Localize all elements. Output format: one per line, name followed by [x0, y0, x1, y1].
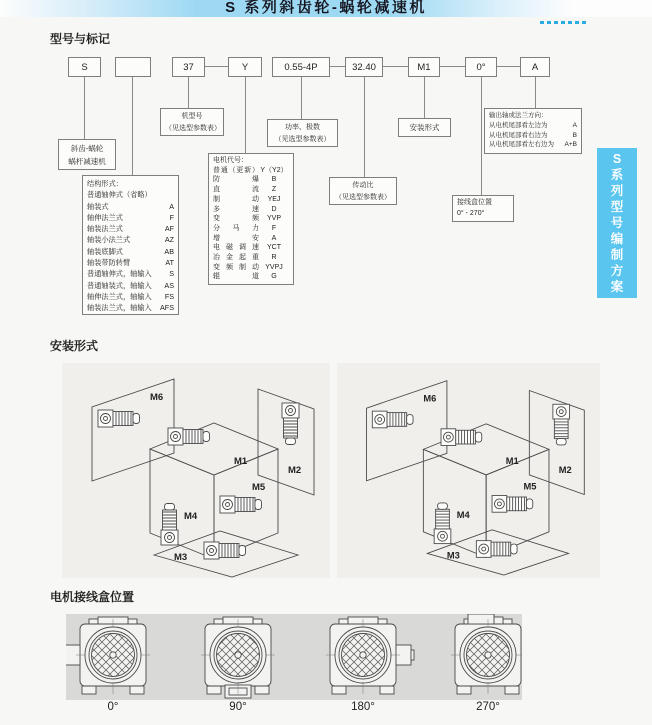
connector-line — [535, 77, 536, 108]
callout-motor-code — [208, 153, 294, 285]
connector-line — [301, 77, 302, 119]
callout-row: 多速 D — [213, 205, 277, 213]
side-tab-char: 方 — [610, 264, 624, 278]
callout-row: 直流 Z — [213, 186, 277, 194]
callout-machine-no — [160, 108, 224, 136]
callout-row: 普通轴装式，轴输入 AS — [87, 280, 174, 290]
callout-line: 0° - 270° — [457, 209, 485, 217]
mounting-position-label: M5 — [252, 482, 266, 493]
callout-row: 轴伸法兰式，轴输入 FS — [87, 291, 174, 301]
callout-series — [58, 139, 116, 170]
mounting-section-title: 安装形式 — [50, 339, 99, 353]
side-tab-label — [611, 151, 624, 295]
side-tab-char: 案 — [610, 280, 624, 294]
callout-mounting — [398, 118, 451, 137]
callout-line: 功率、极数 — [285, 124, 320, 131]
mounting-position-label: M1 — [505, 456, 519, 467]
mounting-position-label: M3 — [174, 552, 188, 563]
callout-row: 变频 YVP — [213, 215, 281, 223]
code-box-mounting: M1 — [408, 57, 440, 77]
callout-line: 接线盒位置 — [457, 199, 492, 206]
callout-row: 从电机尾部看右边为 B — [489, 131, 577, 139]
connector-line — [424, 77, 425, 118]
connector-line — [132, 77, 133, 175]
callout-structure — [82, 175, 179, 315]
side-tab — [597, 148, 637, 298]
connector-line — [383, 66, 408, 67]
side-tab-char: 型 — [610, 200, 624, 214]
callout-row: 轴伸法兰式 F — [87, 212, 174, 222]
callout-title: 输出轴或法兰方向： — [489, 112, 548, 119]
side-tab-char: 列 — [610, 184, 624, 198]
model-section-title: 型号与标记 — [50, 32, 111, 46]
terminal-views-svg — [66, 614, 522, 700]
mounting-position-label: M1 — [234, 456, 248, 467]
connector-line — [440, 66, 465, 67]
mounting-position-label: M2 — [558, 464, 572, 475]
connector-line — [205, 66, 228, 67]
callout-title: 结构形式： — [87, 179, 123, 188]
callout-row: 制动 YEJ — [213, 195, 281, 203]
callout-ratio — [329, 177, 397, 205]
connector-line — [497, 66, 520, 67]
callout-row: 轴装带防转臂 AT — [87, 258, 174, 268]
callout-line: （见选型参数表） — [335, 193, 391, 201]
terminal-section-title: 电机接线盒位置 — [50, 590, 135, 604]
callout-row: 防爆 B — [213, 176, 277, 184]
callout-rows — [87, 189, 174, 313]
motor-rear-view — [201, 617, 275, 698]
mounting-position-label: M5 — [523, 481, 537, 492]
callout-row: 辊道 G — [213, 273, 277, 281]
connector-line — [84, 77, 85, 139]
callout-row: 普通（更新） Y（Y2） — [213, 166, 288, 174]
callout-line: 传动比 — [352, 182, 374, 189]
connector-line — [188, 77, 189, 108]
mounting-diagram-right — [337, 363, 600, 578]
callout-row: 轴装法兰式 AF — [87, 224, 174, 234]
side-tab-char: S — [612, 152, 622, 166]
side-tab-char: 制 — [610, 248, 624, 262]
mounting-iso-diagram — [62, 363, 330, 578]
callout-row: 变频制动 YVPJ — [213, 263, 283, 271]
logo-mark — [540, 21, 586, 24]
angle-label: 90° — [229, 701, 247, 713]
code-box-ratio: 32.40 — [345, 57, 383, 77]
code-box-direction: A — [520, 57, 550, 77]
callout-rows — [489, 121, 577, 150]
mounting-position-label: M6 — [150, 392, 164, 403]
callout-row: 增安 A — [213, 234, 277, 242]
callout-row: 从电机尾部看左右边为 A+B — [489, 141, 577, 149]
angle-label: 0° — [107, 701, 119, 713]
connector-line — [481, 77, 482, 195]
motor-rear-view — [451, 614, 522, 694]
code-box-series: S — [68, 57, 101, 77]
callout-terminal — [452, 195, 514, 222]
callout-row: 从电机尾部看左边为 A — [489, 121, 577, 129]
motor-rear-view — [66, 617, 150, 694]
mounting-position-label: M6 — [423, 393, 437, 404]
code-box-terminal: 0° — [465, 57, 497, 77]
callout-row: 分马力 F — [213, 224, 277, 232]
connector-line — [330, 66, 345, 67]
mounting-iso-diagram — [337, 363, 600, 578]
callout-power — [267, 119, 338, 147]
callout-line: 蜗杆减速机 — [68, 157, 106, 166]
mounting-position-label: M4 — [456, 510, 470, 521]
mounting-position-label: M2 — [288, 465, 302, 476]
callout-title: 电机代号： — [213, 157, 248, 164]
callout-row: 轴装底脚式 AB — [87, 246, 174, 256]
side-tab-char: 编 — [610, 232, 624, 246]
callout-line: （见选型参数表） — [274, 135, 331, 143]
callout-row: 轴装式 A — [87, 201, 174, 211]
callout-row: 冶金起重 R — [213, 254, 277, 262]
side-tab-char: 号 — [610, 216, 624, 230]
callout-rows — [213, 166, 289, 282]
side-tab-char: 系 — [610, 168, 624, 182]
mounting-position-label: M4 — [184, 511, 198, 522]
connector-line — [245, 77, 246, 153]
code-box-motor: Y — [228, 57, 262, 77]
code-box-power: 0.55-4P — [272, 57, 330, 77]
code-box-size: 37 — [172, 57, 205, 77]
terminal-box-strip — [66, 614, 522, 700]
callout-row: 轴装小法兰式 AZ — [87, 235, 174, 245]
callout-row: 轴装法兰式，轴输入 AFS — [87, 303, 174, 313]
callout-row: 普通轴伸式（省略） — [87, 190, 152, 200]
callout-row: 电磁调速 YCT — [213, 244, 281, 252]
mounting-diagram-left — [62, 363, 330, 578]
angle-label: 270° — [476, 701, 500, 713]
motor-rear-view — [326, 617, 414, 694]
callout-row: 普通轴伸式，轴输入 S — [87, 269, 174, 279]
callout-line: 安装形式 — [409, 123, 440, 132]
connector-line — [364, 77, 365, 177]
mounting-position-label: M3 — [446, 550, 460, 561]
callout-output-direction — [484, 108, 582, 154]
callout-line: 机型号 — [181, 113, 203, 120]
callout-line: （见选型参数表） — [165, 124, 221, 132]
page-title: S 系列斜齿轮-蜗轮减速机 — [225, 0, 427, 16]
code-box-structure — [115, 57, 151, 77]
callout-line: 斜齿-蜗轮 — [70, 144, 104, 153]
angle-label: 180° — [351, 701, 375, 713]
